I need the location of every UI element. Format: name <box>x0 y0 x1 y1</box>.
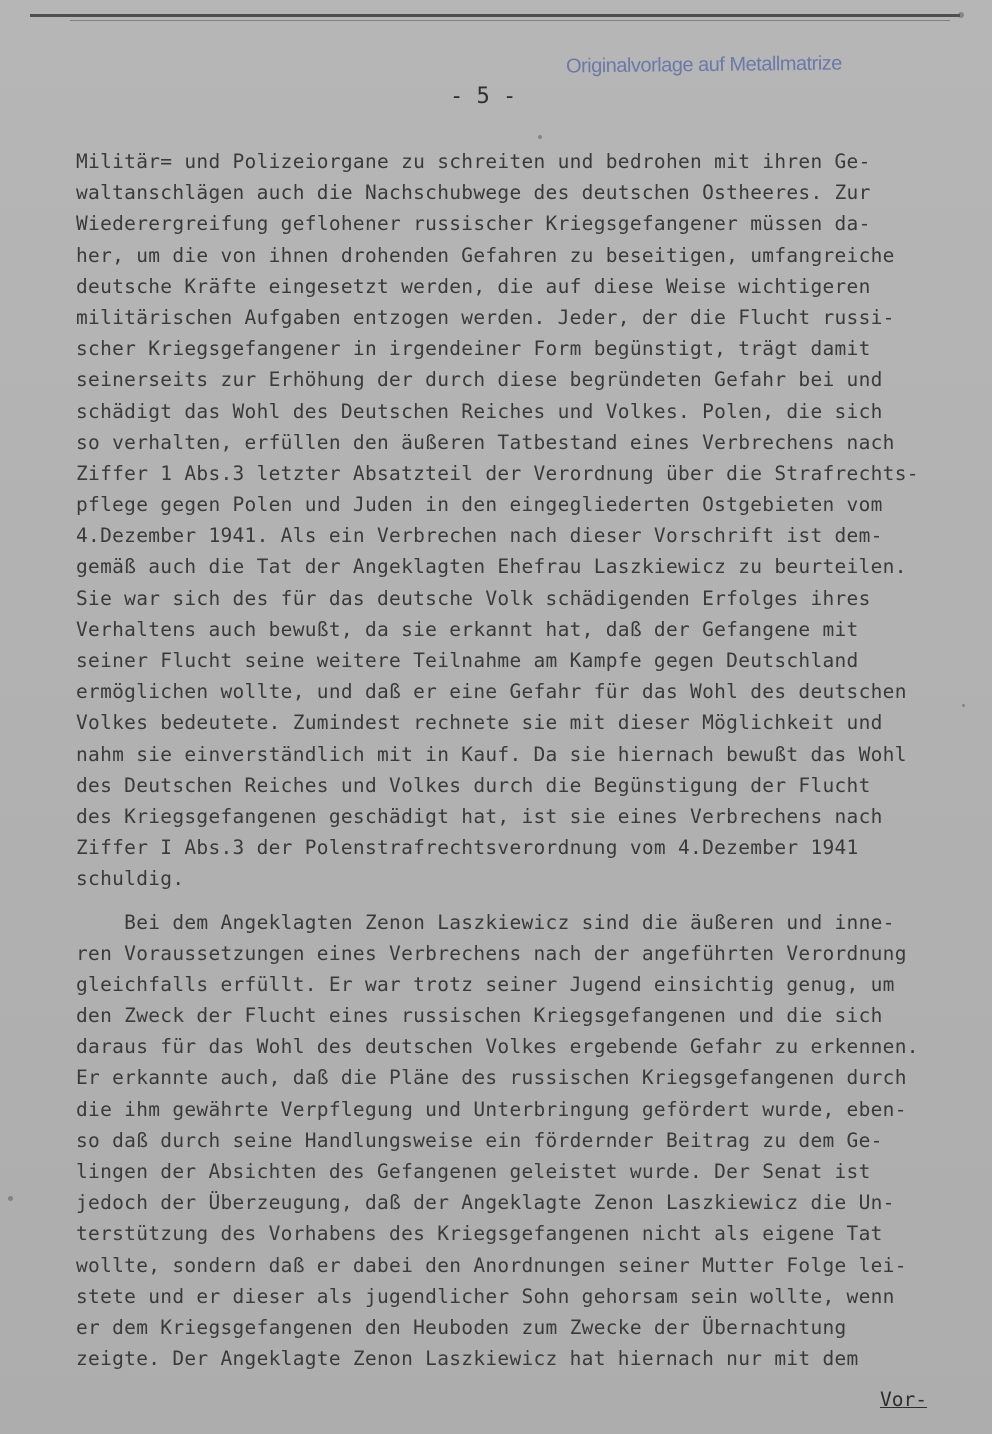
text-line: pflege gegen Polen und Juden in den eingegliederten Ostgebieten vom <box>76 493 883 517</box>
page-number: - 5 - <box>450 84 517 109</box>
text-line: jedoch der Überzeugung, daß der Angeklagte Zenon Laszkiewicz die Un- <box>76 1191 895 1215</box>
text-line: terstützung des Vorhabens des Kriegsgefangenen nicht als eigene Tat <box>76 1222 883 1246</box>
text-line: seinerseits zur Erhöhung der durch diese begründeten Gefahr bei und <box>76 368 883 392</box>
text-line: des Kriegsgefangenen geschädigt hat, ist sie eines Verbrechens nach <box>76 804 883 828</box>
text-line: die ihm gewährte Verpflegung und Unterbringung gefördert wurde, eben- <box>76 1097 907 1121</box>
text-line: zeigte. Der Angeklagte Zenon Laszkiewicz hat hiernach nur mit dem <box>76 1347 859 1371</box>
typed-body-text <box>76 146 956 1374</box>
text-line: 4.Dezember 1941. Als ein Verbrechen nach dieser Vorschrift ist dem- <box>76 524 883 548</box>
text-line: scher Kriegsgefangener in irgendeiner Form begünstigt, trägt damit <box>76 337 871 361</box>
paragraph-gap <box>76 895 956 907</box>
paper-speck <box>538 135 542 139</box>
text-line: Bei dem Angeklagten Zenon Laszkiewicz sind die äußeren und inne- <box>76 910 895 934</box>
text-line: ermöglichen wollte, und daß er eine Gefahr für das Wohl des deutschen <box>76 680 907 704</box>
archive-stamp: Originalvorlage auf Metallmatrize <box>565 52 842 78</box>
text-line: wollte, sondern daß er dabei den Anordnungen seiner Mutter Folge lei- <box>76 1253 907 1277</box>
text-line: Sie war sich des für das deutsche Volk schädigenden Erfolges ihres <box>76 586 871 610</box>
text-line: militärischen Aufgaben entzogen werden. Jeder, der die Flucht russi- <box>76 305 895 329</box>
text-line: Er erkannte auch, daß die Pläne des russischen Kriegsgefangenen durch <box>76 1066 907 1090</box>
paper-speck <box>962 704 965 707</box>
text-line: nahm sie einverständlich mit in Kauf. Da sie hiernach bewußt das Wohl <box>76 742 907 766</box>
text-line: gemäß auch die Tat der Angeklagten Ehefrau Laszkiewicz zu beurteilen. <box>76 555 907 579</box>
paper-speck <box>958 12 964 18</box>
top-border-line <box>30 14 960 17</box>
text-line: Verhaltens auch bewußt, da sie erkannt hat, daß der Gefangene mit <box>76 617 859 641</box>
text-line: deutsche Kräfte eingesetzt werden, die auf diese Weise wichtigeren <box>76 274 871 298</box>
text-line: waltanschlägen auch die Nachschubwege des deutschen Ostheeres. Zur <box>76 181 871 205</box>
top-border-line-faint <box>70 20 950 21</box>
text-line: er dem Kriegsgefangenen den Heuboden zum Zwecke der Übernachtung <box>76 1315 847 1339</box>
text-line: so verhalten, erfüllen den äußeren Tatbestand eines Verbrechens nach <box>76 430 895 454</box>
text-line: schuldig. <box>76 867 185 891</box>
text-line: Ziffer I Abs.3 der Polenstrafrechtsverordnung vom 4.Dezember 1941 <box>76 836 859 860</box>
text-line: her, um die von ihnen drohenden Gefahren zu beseitigen, umfangreiche <box>76 243 895 267</box>
text-line: schädigt das Wohl des Deutschen Reiches und Volkes. Polen, die sich <box>76 399 883 423</box>
catchword: Vor- <box>880 1388 927 1411</box>
text-line: des Deutschen Reiches und Volkes durch die Begünstigung der Flucht <box>76 773 871 797</box>
text-line: so daß durch seine Handlungsweise ein fördernder Beitrag zu dem Ge- <box>76 1128 883 1152</box>
text-line: ren Voraussetzungen eines Verbrechens nach der angeführten Verordnung <box>76 941 907 965</box>
text-line: gleichfalls erfüllt. Er war trotz seiner Jugend einsichtig genug, um <box>76 972 895 996</box>
text-line: lingen der Absichten des Gefangenen geleistet wurde. Der Senat ist <box>76 1160 871 1183</box>
text-line: den Zweck der Flucht eines russischen Kriegsgefangenen und die sich <box>76 1004 883 1028</box>
text-line: seiner Flucht seine weitere Teilnahme am Kampfe gegen Deutschland <box>76 649 859 672</box>
text-line: stete und er dieser als jugendlicher Sohn gehorsam sein wollte, wenn <box>76 1284 895 1308</box>
text-line: Volkes bedeutete. Zumindest rechnete sie mit dieser Möglichkeit und <box>76 711 883 735</box>
text-line: daraus für das Wohl des deutschen Volkes ergebende Gefahr zu erkennen. <box>76 1035 919 1059</box>
text-line: Ziffer 1 Abs.3 letzter Absatzteil der Verordnung über die Strafrechts- <box>76 461 919 485</box>
text-line: Wiederergreifung geflohener russischer Kriegsgefangener müssen da- <box>76 212 871 236</box>
paper-speck <box>8 1196 13 1201</box>
text-line: Militär= und Polizeiorgane zu schreiten und bedrohen mit ihren Ge- <box>76 150 871 173</box>
